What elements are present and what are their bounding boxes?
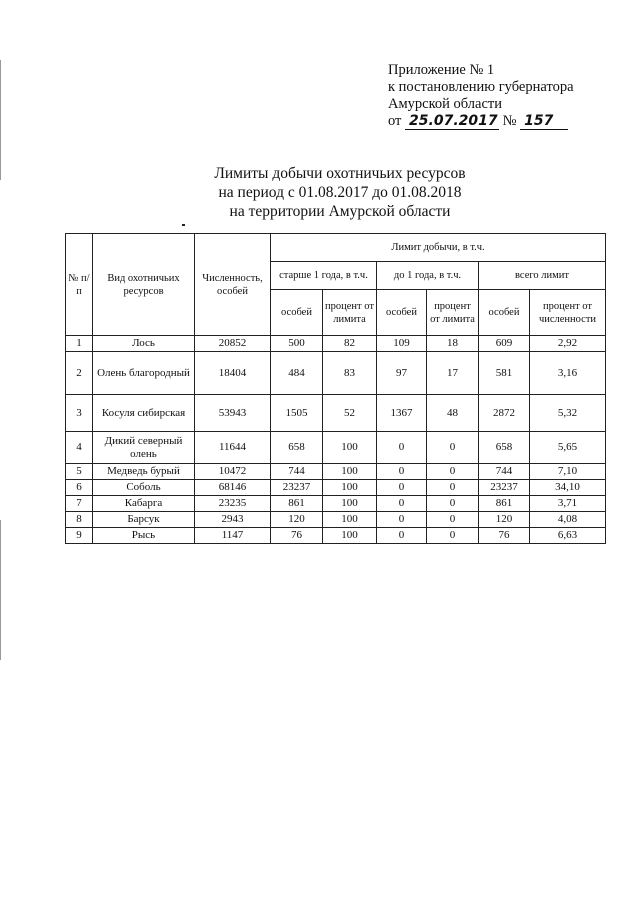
cell-older-count: 744: [271, 464, 323, 480]
cell-older-percent: 82: [323, 336, 377, 352]
table-row: [66, 496, 606, 512]
cell-total-count: 120: [479, 512, 530, 528]
annex-title: Приложение № 1: [388, 62, 495, 78]
table-row: [66, 480, 606, 496]
handwritten-number: 157: [520, 114, 568, 130]
scan-edge-mark: [0, 520, 1, 660]
cell-younger-percent: 0: [427, 464, 479, 480]
cell-older-count: 500: [271, 336, 323, 352]
annex-line-decree: к постановлению губернатора: [388, 79, 574, 95]
cell-younger-percent: 48: [427, 395, 479, 432]
cell-total-count: 609: [479, 336, 530, 352]
header-younger: до 1 года, в т.ч.: [377, 262, 479, 290]
cell-total-percent: 3,16: [530, 352, 606, 395]
cell-num: 7: [66, 496, 93, 512]
cell-total-percent: 2,92: [530, 336, 606, 352]
cell-total-count: 861: [479, 496, 530, 512]
cell-younger-percent: 0: [427, 496, 479, 512]
cell-older-percent: 83: [323, 352, 377, 395]
cell-older-percent: 52: [323, 395, 377, 432]
cell-younger-count: 0: [377, 480, 427, 496]
cell-population: 23235: [195, 496, 271, 512]
cell-species: Косуля сибирская: [93, 395, 195, 432]
cell-younger-count: 0: [377, 464, 427, 480]
cell-species: Олень благородный: [93, 352, 195, 395]
cell-older-count: 861: [271, 496, 323, 512]
title-line-2: на период с 01.08.2017 до 01.08.2018: [218, 184, 462, 201]
table-row: [66, 352, 606, 395]
cell-num: 9: [66, 528, 93, 544]
annex-line-region: Амурской области: [388, 96, 502, 112]
cell-num: 3: [66, 395, 93, 432]
cell-older-percent: 100: [323, 432, 377, 464]
header-limit: Лимит добычи, в т.ч.: [271, 234, 606, 262]
cell-population: 10472: [195, 464, 271, 480]
cell-younger-count: 0: [377, 496, 427, 512]
title-line-3: на территории Амурской области: [229, 203, 451, 220]
cell-species: Барсук: [93, 512, 195, 528]
from-label: от: [388, 113, 402, 129]
table-row: [66, 464, 606, 480]
cell-older-percent: 100: [323, 480, 377, 496]
ink-speck: [182, 224, 185, 226]
handwritten-date: 25.07.2017: [405, 114, 499, 130]
cell-older-count: 658: [271, 432, 323, 464]
cell-total-percent: 6,63: [530, 528, 606, 544]
cell-num: 1: [66, 336, 93, 352]
cell-population: 20852: [195, 336, 271, 352]
document-title: [150, 164, 530, 221]
header-younger-count: особей: [377, 290, 427, 336]
header-older: старше 1 года, в т.ч.: [271, 262, 377, 290]
cell-total-percent: 5,65: [530, 432, 606, 464]
cell-younger-count: 0: [377, 432, 427, 464]
cell-population: 68146: [195, 480, 271, 496]
table-row: [66, 336, 606, 352]
cell-num: 2: [66, 352, 93, 395]
cell-num: 5: [66, 464, 93, 480]
cell-species: Рысь: [93, 528, 195, 544]
cell-total-percent: 7,10: [530, 464, 606, 480]
cell-population: 53943: [195, 395, 271, 432]
cell-younger-percent: 17: [427, 352, 479, 395]
header-older-count: особей: [271, 290, 323, 336]
cell-total-count: 2872: [479, 395, 530, 432]
cell-num: 6: [66, 480, 93, 496]
header-older-percent: процент от лимита: [323, 290, 377, 336]
cell-species: Лось: [93, 336, 195, 352]
cell-population: 1147: [195, 528, 271, 544]
cell-species: Кабарга: [93, 496, 195, 512]
cell-older-percent: 100: [323, 464, 377, 480]
cell-younger-percent: 0: [427, 512, 479, 528]
annex-date-line: [388, 113, 574, 130]
cell-younger-count: 1367: [377, 395, 427, 432]
header-population: Численность, особей: [195, 234, 271, 336]
cell-total-percent: 3,71: [530, 496, 606, 512]
header-num: № п/п: [66, 234, 93, 336]
cell-younger-count: 109: [377, 336, 427, 352]
cell-species: Соболь: [93, 480, 195, 496]
cell-total-count: 744: [479, 464, 530, 480]
cell-younger-percent: 0: [427, 432, 479, 464]
cell-older-percent: 100: [323, 496, 377, 512]
cell-total-count: 23237: [479, 480, 530, 496]
cell-younger-percent: 0: [427, 528, 479, 544]
cell-older-percent: 100: [323, 528, 377, 544]
header-total-count: особей: [479, 290, 530, 336]
cell-total-count: 658: [479, 432, 530, 464]
cell-older-count: 120: [271, 512, 323, 528]
table-row: [66, 395, 606, 432]
number-label: №: [502, 113, 517, 129]
header-younger-percent: процент от лимита: [427, 290, 479, 336]
cell-population: 18404: [195, 352, 271, 395]
annex-block: [388, 62, 574, 130]
cell-older-count: 76: [271, 528, 323, 544]
cell-total-count: 76: [479, 528, 530, 544]
cell-younger-count: 0: [377, 512, 427, 528]
cell-older-count: 23237: [271, 480, 323, 496]
cell-species: Медведь бурый: [93, 464, 195, 480]
cell-younger-count: 0: [377, 528, 427, 544]
cell-younger-count: 97: [377, 352, 427, 395]
cell-population: 2943: [195, 512, 271, 528]
scan-edge-mark: [0, 60, 1, 180]
cell-total-percent: 5,32: [530, 395, 606, 432]
cell-total-percent: 34,10: [530, 480, 606, 496]
cell-younger-percent: 18: [427, 336, 479, 352]
cell-younger-percent: 0: [427, 480, 479, 496]
header-total-percent: процент от численности: [530, 290, 606, 336]
cell-older-count: 484: [271, 352, 323, 395]
table-row: [66, 432, 606, 464]
title-line-1: Лимиты добычи охотничьих ресурсов: [214, 165, 466, 182]
cell-total-percent: 4,08: [530, 512, 606, 528]
limits-table: [65, 233, 606, 544]
cell-population: 11644: [195, 432, 271, 464]
cell-older-percent: 100: [323, 512, 377, 528]
cell-num: 4: [66, 432, 93, 464]
cell-total-count: 581: [479, 352, 530, 395]
cell-num: 8: [66, 512, 93, 528]
cell-species: Дикий северный олень: [93, 432, 195, 464]
table-row: [66, 512, 606, 528]
header-species: Вид охотничьих ресурсов: [93, 234, 195, 336]
header-total: всего лимит: [479, 262, 606, 290]
table-row: [66, 528, 606, 544]
cell-older-count: 1505: [271, 395, 323, 432]
